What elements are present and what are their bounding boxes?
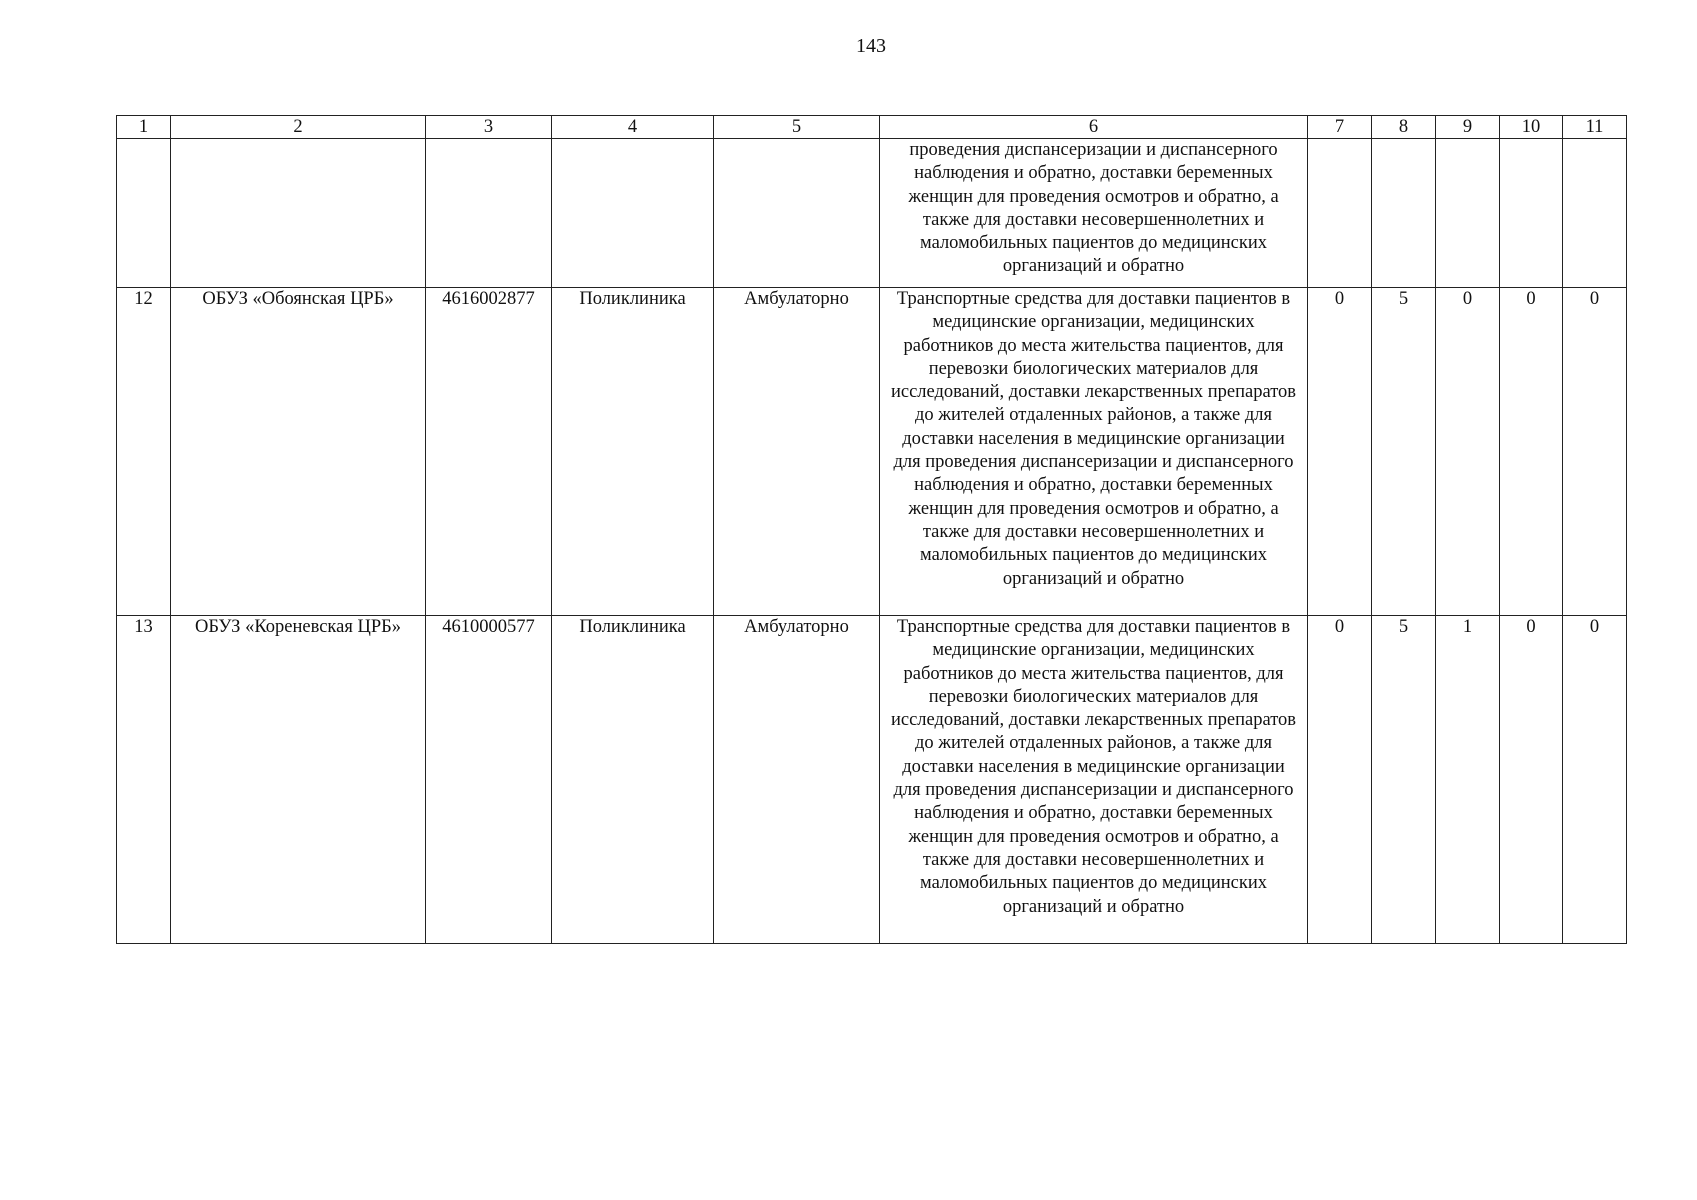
cell-unit xyxy=(552,139,714,288)
cell-inn: 4616002877 xyxy=(426,288,552,616)
cell-condition xyxy=(714,139,880,288)
column-header: 5 xyxy=(714,116,880,139)
cell-unit: Поликлиника xyxy=(552,288,714,616)
column-header: 8 xyxy=(1372,116,1436,139)
cell-c8: 5 xyxy=(1372,288,1436,616)
cell-unit: Поликлиника xyxy=(552,616,714,944)
table-header-row xyxy=(117,116,1627,139)
cell-condition: Амбулаторно xyxy=(714,616,880,944)
column-header: 2 xyxy=(171,116,426,139)
cell-c9: 1 xyxy=(1436,616,1500,944)
cell-c11 xyxy=(1563,139,1627,288)
column-header: 1 xyxy=(117,116,171,139)
cell-c10 xyxy=(1500,139,1563,288)
cell-org: ОБУЗ «Кореневская ЦРБ» xyxy=(171,616,426,944)
column-header: 4 xyxy=(552,116,714,139)
cell-num: 12 xyxy=(117,288,171,616)
cell-num: 13 xyxy=(117,616,171,944)
cell-c9: 0 xyxy=(1436,288,1500,616)
cell-org xyxy=(171,139,426,288)
cell-c8 xyxy=(1372,139,1436,288)
table-row-continuation xyxy=(117,139,1627,288)
column-header: 10 xyxy=(1500,116,1563,139)
cell-c7 xyxy=(1308,139,1372,288)
column-header: 3 xyxy=(426,116,552,139)
column-header: 9 xyxy=(1436,116,1500,139)
data-table xyxy=(116,115,1627,944)
cell-inn: 4610000577 xyxy=(426,616,552,944)
table-row xyxy=(117,616,1627,944)
cell-c7: 0 xyxy=(1308,616,1372,944)
column-header: 7 xyxy=(1308,116,1372,139)
cell-c11: 0 xyxy=(1563,616,1627,944)
cell-description: проведения диспансеризации и диспансерного наблюдения и обратно, доставки беременных женщин для проведения осмотров и обратно, а также для доставки несовершеннолетних и маломобильных пациентов до медицинских организаций и обратно xyxy=(880,139,1308,288)
page-number: 143 xyxy=(856,35,886,57)
cell-c10: 0 xyxy=(1500,616,1563,944)
column-header: 11 xyxy=(1563,116,1627,139)
cell-num xyxy=(117,139,171,288)
cell-c7: 0 xyxy=(1308,288,1372,616)
cell-description: Транспортные средства для доставки пациентов в медицинские организации, медицинских работников до места жительства пациентов, для перевозки биологических материалов для исследований, доставки лекарственных препаратов до жителей отдаленных районов, а также для доставки населения в медицинские организации для проведения диспансеризации и диспансерного наблюдения и обратно, доставки беременных женщин для проведения осмотров и обратно, а также для доставки несовершеннолетних и маломобильных пациентов до медицинских организаций и обратно xyxy=(880,288,1308,616)
cell-c8: 5 xyxy=(1372,616,1436,944)
cell-inn xyxy=(426,139,552,288)
cell-c10: 0 xyxy=(1500,288,1563,616)
cell-c9 xyxy=(1436,139,1500,288)
cell-org: ОБУЗ «Обоянская ЦРБ» xyxy=(171,288,426,616)
table-row xyxy=(117,288,1627,616)
cell-condition: Амбулаторно xyxy=(714,288,880,616)
cell-c11: 0 xyxy=(1563,288,1627,616)
column-header: 6 xyxy=(880,116,1308,139)
cell-description: Транспортные средства для доставки пациентов в медицинские организации, медицинских работников до места жительства пациентов, для перевозки биологических материалов для исследований, доставки лекарственных препаратов до жителей отдаленных районов, а также для доставки населения в медицинские организации для проведения диспансеризации и диспансерного наблюдения и обратно, доставки беременных женщин для проведения осмотров и обратно, а также для доставки несовершеннолетних и маломобильных пациентов до медицинских организаций и обратно xyxy=(880,616,1308,944)
